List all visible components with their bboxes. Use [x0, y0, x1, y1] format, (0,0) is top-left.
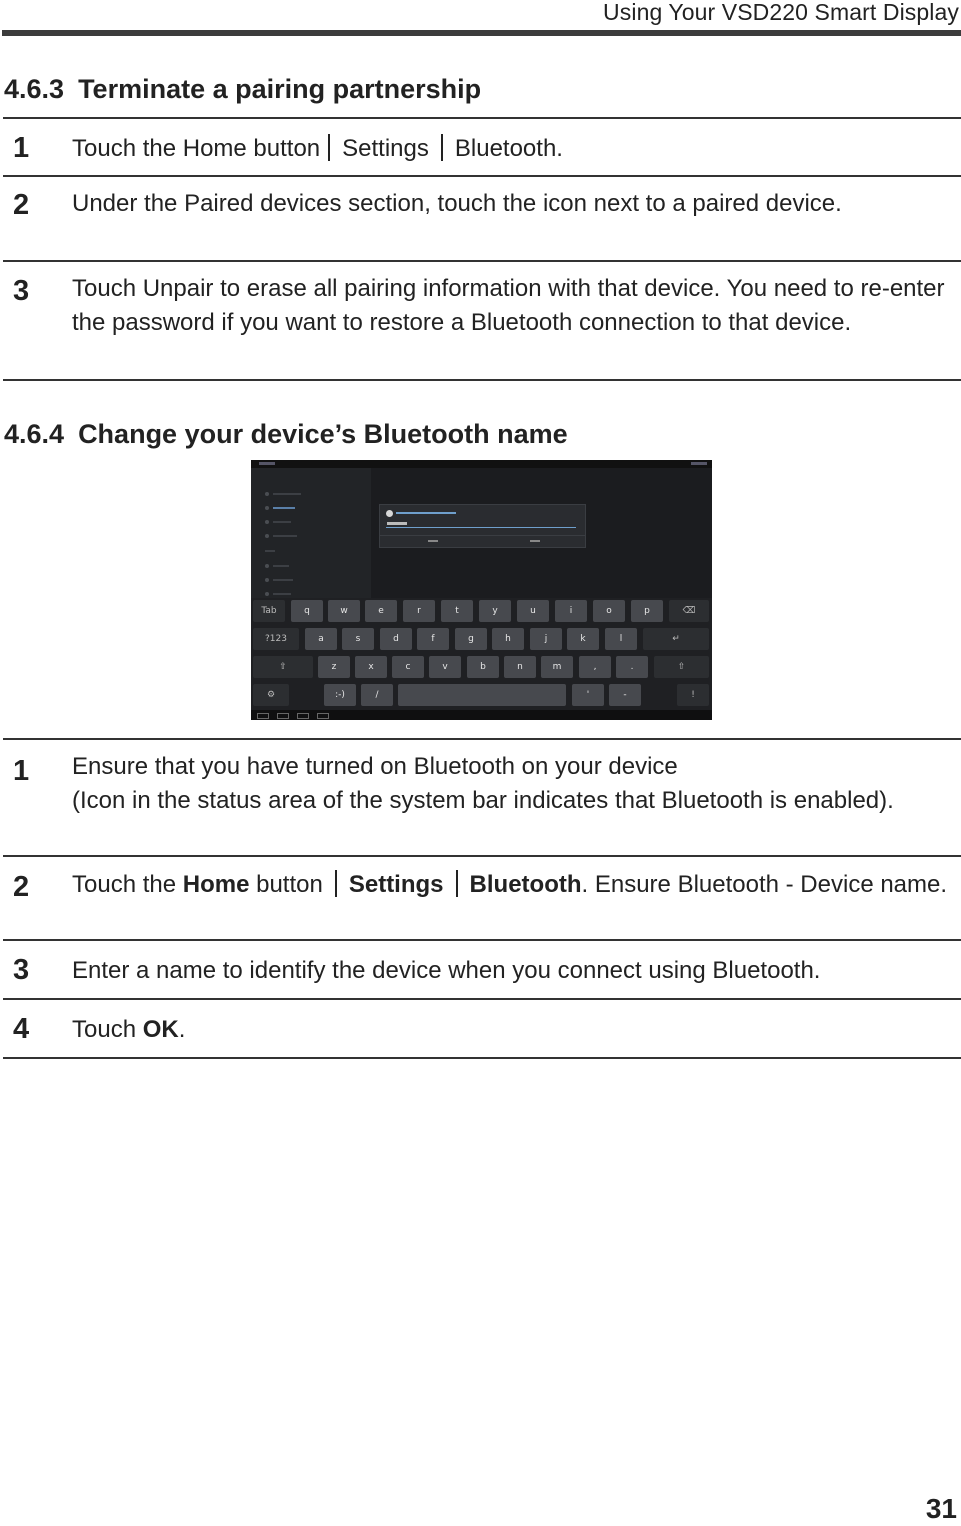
settings-sidebar	[251, 468, 371, 598]
keyboard-key[interactable]: y	[479, 600, 511, 622]
path-separator	[328, 134, 330, 161]
shift-key[interactable]: ⇧	[253, 656, 313, 678]
keyboard-key[interactable]: j	[530, 628, 562, 650]
step-number: 2	[13, 871, 30, 903]
keyboard-key[interactable]: o	[593, 600, 625, 622]
status-bar	[251, 460, 712, 468]
settings-key[interactable]: ⚙	[253, 684, 289, 706]
keyboard-key[interactable]: n	[504, 656, 536, 678]
step-text	[72, 857, 961, 939]
space-key[interactable]	[398, 684, 566, 706]
path-separator	[441, 134, 443, 161]
keyboard-key[interactable]: q	[291, 600, 323, 622]
keyboard-key[interactable]: v	[429, 656, 461, 678]
keyboard-key[interactable]: w	[328, 600, 360, 622]
header-rule	[2, 30, 961, 36]
step-text	[72, 740, 961, 855]
keyboard-key[interactable]: f	[417, 628, 449, 650]
keyboard-key[interactable]: s	[342, 628, 374, 650]
step-row	[3, 740, 961, 857]
section-heading: Terminate a pairing partnership	[78, 74, 482, 104]
screenshot-icon[interactable]	[317, 713, 329, 719]
steps-table-terminate	[3, 117, 961, 381]
step-text-part: button	[249, 871, 323, 898]
cancel-button[interactable]	[428, 540, 438, 542]
step-text-part: . Ensure Bluetooth - Device name.	[581, 871, 948, 898]
running-header: Using Your VSD220 Smart Display	[603, 0, 959, 25]
shift-key-right[interactable]: ⇧	[654, 656, 709, 678]
keyboard-key[interactable]: ,	[579, 656, 611, 678]
step-text-line: (Icon in the status area of the system bar indicates that Bluetooth is enabled).	[72, 787, 894, 814]
step-number: 3	[13, 954, 30, 986]
step-text-part: .	[178, 1016, 186, 1043]
apostrophe-key[interactable]: '	[572, 684, 604, 706]
keyboard-key[interactable]: t	[441, 600, 473, 622]
step-number: 4	[13, 1013, 30, 1045]
keyboard-key[interactable]: a	[305, 628, 337, 650]
step-row	[3, 857, 961, 941]
keyboard-key[interactable]: l	[605, 628, 637, 650]
keyboard-key[interactable]: d	[380, 628, 412, 650]
step-text	[72, 1000, 961, 1057]
keyboard-key[interactable]: p	[631, 600, 663, 622]
step-text-part: Touch the Home button	[72, 135, 321, 162]
home-icon[interactable]	[277, 713, 289, 719]
section-heading: Change your device’s Bluetooth name	[78, 419, 568, 449]
section-number: 4.6.4	[4, 419, 65, 449]
step-row	[3, 119, 961, 177]
keyboard-key[interactable]: g	[455, 628, 487, 650]
step-row	[3, 941, 961, 1000]
ok-button[interactable]	[530, 540, 540, 542]
back-icon[interactable]	[257, 713, 269, 719]
page-number: 31	[925, 1493, 957, 1524]
backspace-key[interactable]: ⌫	[669, 600, 709, 622]
step-number: 1	[13, 132, 30, 164]
system-nav-bar	[251, 710, 712, 720]
step-text: Touch Unpair to erase all pairing information with that device. You need to re-enter the password if you want to restore a Bluetooth connection to that device.	[72, 275, 945, 336]
tab-key[interactable]: Tab	[253, 600, 285, 622]
rename-dialog	[379, 504, 586, 548]
enter-key[interactable]: ↵	[643, 628, 709, 650]
section-number: 4.6.3	[4, 74, 65, 104]
keyboard-key[interactable]: u	[517, 600, 549, 622]
keyboard-key[interactable]: .	[616, 656, 648, 678]
keyboard-key[interactable]: b	[467, 656, 499, 678]
step-text-part: Settings	[342, 135, 429, 162]
step-text-part: Touch	[72, 1016, 143, 1043]
keyboard-key[interactable]: k	[567, 628, 599, 650]
keyboard-key[interactable]: m	[541, 656, 573, 678]
keyboard-key[interactable]: e	[365, 600, 397, 622]
step-row	[3, 177, 961, 262]
step-text-part: Bluetooth.	[454, 135, 563, 162]
device-name-input[interactable]	[386, 521, 576, 528]
ui-label-ok: OK	[142, 1016, 179, 1043]
step-number: 3	[13, 275, 30, 307]
slash-key[interactable]: /	[361, 684, 393, 706]
path-separator	[335, 870, 337, 897]
steps-table-rename	[3, 738, 961, 1059]
ui-label-bluetooth: Bluetooth	[469, 871, 582, 898]
keyboard-key[interactable]: i	[555, 600, 587, 622]
step-text: Enter a name to identify the device when you connect using Bluetooth.	[72, 957, 821, 984]
smiley-key[interactable]: :-)	[324, 684, 356, 706]
path-separator	[456, 870, 458, 897]
step-number: 1	[13, 755, 30, 787]
device-screenshot	[251, 460, 712, 720]
step-text-line: Ensure that you have turned on Bluetooth on your device	[72, 753, 678, 780]
exclamation-key[interactable]: !	[677, 684, 709, 706]
step-row	[3, 262, 961, 381]
step-text: Under the Paired devices section, touch the icon next to a paired device.	[72, 190, 842, 217]
keyboard-key[interactable]: c	[392, 656, 424, 678]
section-title-terminate-pairing	[4, 74, 481, 105]
section-title-change-bluetooth-name	[4, 419, 568, 450]
keyboard-key[interactable]: x	[355, 656, 387, 678]
step-row	[3, 1000, 961, 1059]
step-number: 2	[13, 189, 30, 221]
onscreen-keyboard	[251, 598, 712, 710]
ui-label-home: Home	[182, 871, 250, 898]
recent-apps-icon[interactable]	[297, 713, 309, 719]
keyboard-key[interactable]: h	[492, 628, 524, 650]
step-text-part: Touch the	[72, 871, 183, 898]
step-text	[72, 119, 961, 175]
ui-label-settings: Settings	[348, 871, 444, 898]
keyboard-key[interactable]: r	[403, 600, 435, 622]
symbols-key[interactable]: ?123	[253, 628, 299, 650]
keyboard-key[interactable]: z	[318, 656, 350, 678]
info-icon	[386, 510, 393, 517]
dash-key[interactable]: -	[609, 684, 641, 706]
